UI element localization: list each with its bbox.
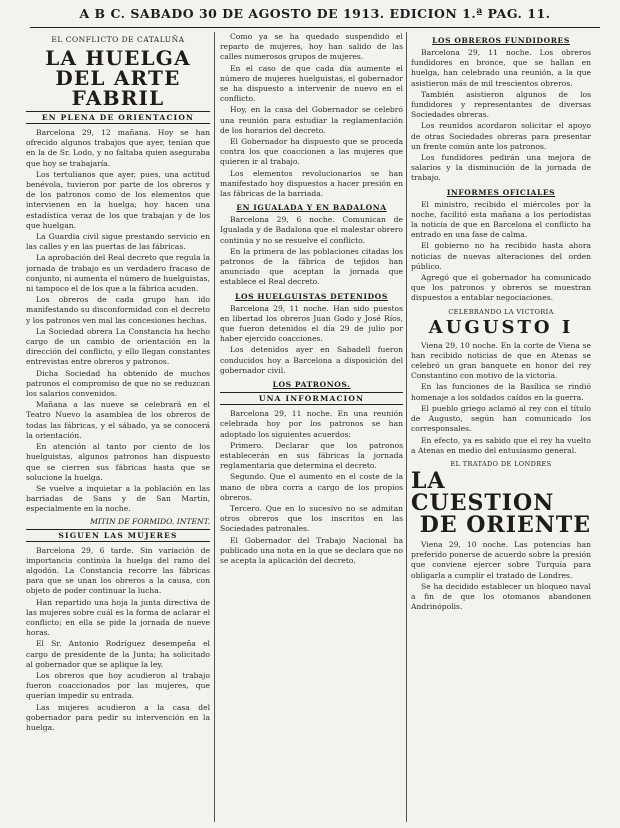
subheading: LOS HUELGUISTAS DETENIDOS xyxy=(235,291,388,301)
article-paragraph: La aprobación del Real decreto que regula la jornada de trabajo es un verdadero fracaso de conjunto, ni aumenta el número de huelguistas, ni tampoco el de los que a la fábrica acuden. xyxy=(26,253,210,294)
section-head: CELEBRANDO LA VICTORIA xyxy=(448,307,554,316)
article-paragraph: El gobierno no ha recibido hasta ahora noticias de nuevas alteraciones del orden público. xyxy=(411,241,591,271)
article-paragraph: Viena 29, 10 noche. En la corte de Viena se han recibido noticias de que en Atenas se celebró un gran banquete en honor del rey Constantino con motivo de la victoria. xyxy=(411,340,591,381)
article-paragraph: Se vuelve a inquietar a la población en las barriadas de Sans y de San Martín, especialmente en la noche. xyxy=(26,483,210,514)
headline-line-2: DEL ARTE FABRIL xyxy=(55,66,181,110)
headline-line-1: LA HUELGA xyxy=(45,46,191,70)
article-paragraph: Los detenidos ayer en Sabadell fueron conducidos hoy a Barcelona a disposición del gobernador civil. xyxy=(220,345,403,375)
article-paragraph: El Gobernador del Trabajo Nacional ha publicado una nota en la que se declara que no se acepta la aplicación del decreto. xyxy=(220,535,403,565)
subheading: EN IGUALADA Y EN BADALONA xyxy=(236,203,387,213)
article-paragraph: Barcelona 29, 6 noche. Comunican de Igualada y de Badalona que el malestar obrero continúa y no se resuelve el conflicto. xyxy=(220,215,403,245)
headline-line-2: DE ORIENTE xyxy=(419,511,591,538)
headline: AUGUSTO I xyxy=(428,316,574,338)
article-paragraph: El Sr. Antonio Rodríguez desempeña el cargo de presidente de la Junta; ha solicitado al gobernador que se aplique la ley. xyxy=(26,639,210,669)
article-paragraph: Han repartido una hoja la junta directiva de las mujeres sobre cuál es la forma de aclarar el conflicto; en ella se pide la jornada de nueve horas. xyxy=(26,597,210,638)
article-paragraph: Tercero. Que en lo sucesivo no se admitan otros obreros que los inscritos en las Sociedades patronales. xyxy=(220,503,403,534)
column-2 xyxy=(220,32,403,822)
article-paragraph: En atención al tanto por ciento de los huelguistas, algunos patronos han dispuesto que se cierren sus fábricas hasta que se solucione la huelga. xyxy=(26,442,210,482)
subheading: LOS PATRONOS. xyxy=(272,380,351,390)
article-paragraph: El Gobernador ha dispuesto que se proceda contra los que coaccionen a las mujeres que quieren ir al trabajo. xyxy=(220,137,403,167)
signature-line: MITIN DE FORMIDO. INTENT. xyxy=(90,516,210,526)
subheading-bar: UNA INFORMACION xyxy=(220,392,403,405)
article-paragraph: Los elementos revolucionarios se han manifestado hoy dispuestos a hacer presión en las fábricas de la barriada. xyxy=(220,168,403,199)
article-paragraph: Dicha Sociedad ha obtenido de muchos patronos el compromiso de que no se reduzcan los salarios convenidos. xyxy=(26,368,210,399)
article-paragraph: Barcelona 29, 11 noche. Han sido puestos en libertad los obreros Juan Godo y José Ríos, que fueron detenidos el día 29 de julio por haber ejercido coacciones. xyxy=(220,303,403,344)
article-paragraph: En las funciones de la Basílica se rindió homenaje a los soldados caídos en la guerra. xyxy=(411,382,591,402)
article-paragraph: Hoy, en la casa del Gobernador se celebró una reunión para estudiar la reglamentación de los horarios del decreto. xyxy=(220,105,403,135)
article-paragraph: Agregó que el gobernador ha comunicado que los patronos y obreros se muestran dispuestos a entablar negociaciones. xyxy=(411,273,591,303)
article-paragraph: En la primera de las poblaciones citadas los patronos de la fábrica de tejidos han anunciado que aceptan la jornada que establece el Real decreto. xyxy=(220,246,403,287)
article-paragraph: Barcelona 29, 11 noche. En una reunión celebrada hoy por los patronos se han adoptado los siguientes acuerdos: xyxy=(220,409,403,439)
article-paragraph: Segundo. Que el aumento en el coste de la mano de obra corra a cargo de los propios obreros. xyxy=(220,472,403,502)
masthead: A B C. SABADO 30 DE AGOSTO DE 1913. EDICION 1.ª PAG. 11. xyxy=(30,6,600,28)
subheading-bar: EN PLENA DE ORIENTACION xyxy=(26,111,210,124)
article-paragraph: El pueblo griego aclamó al rey con el título de Augusto, según han comunicado los corresponsales. xyxy=(411,403,591,434)
article-paragraph: Barcelona 29, 12 mañana. Hoy se han ofrecido algunos trabajos que ayer, tenían que en la de Sr. Lodo, y no faltaba quien aseguraba que hoy se trabajaría. xyxy=(26,128,210,168)
article-paragraph: La Sociedad obrera La Constancia ha hecho cargo de un cambio de orientación en la dirección del conflicto, y ello llegan constantes entrevistas entre obreros y patronos. xyxy=(26,326,210,367)
article-paragraph: Los tertulianos que ayer, pues, una actitud benévola, tuvieron por parte de los obreros y de los patronos como de los elementos que intervienen en la huelga; hoy hacen una estadística veraz de los que trabajan y de los que huelgan. xyxy=(26,169,210,230)
article-paragraph: Como ya se ha quedado suspendido el reparto de mujeres, hoy han salido de las calles numerosos grupos de mujeres. xyxy=(220,32,403,62)
article-paragraph: También asistieron algunos de los fundidores y representantes de diversas Sociedades obreras. xyxy=(411,89,591,120)
column-rule xyxy=(214,32,215,822)
article-paragraph: En efecto, ya es sabido que el rey ha vuelto a Atenas en medio del entusiasmo general. xyxy=(411,435,591,455)
article-paragraph: Los obreros de cada grupo han ido manifestando su disconformidad con el decreto y los patronos ven mal las concesiones hechas. xyxy=(26,295,210,325)
section-head: EL TRATADO DE LONDRES xyxy=(450,459,552,468)
article-paragraph: Se ha decidido establecer un bloqueo naval a fin de que los otomanos abandonen Andrinópolis. xyxy=(411,581,591,612)
column-1 xyxy=(26,32,210,822)
article-paragraph: Los reunidos acordaron solicitar el apoyo de otras Sociedades obreras para presentar un frente común ante los patronos. xyxy=(411,121,591,151)
article-paragraph: Los obreros que hoy acudieron al trabajo fueron coaccionados por las mujeres, que querían impedir su entrada. xyxy=(26,670,210,701)
article-paragraph: Barcelona 29, 11 noche. Los obreros fundidores en bronce, que se hallan en huelga, han celebrado una reunión, a la que asistieron más de mil trescientos obreros. xyxy=(411,48,591,88)
article-paragraph: Las mujeres acudieron a la casa del gobernador para pedir su intervención en la huelga. xyxy=(26,702,210,732)
column-3 xyxy=(411,32,591,822)
article-paragraph: En el caso de que cada día aumente el número de mujeres huelguistas, el gobernador se ha dispuesto a intervenir de nuevo en el conflicto. xyxy=(220,63,403,104)
article-paragraph: Mañana a las nueve se celebrará en el Teatro Nuevo la asamblea de los obreros de todas las fábricas, y el sábado, ya se conocerá la orientación. xyxy=(26,400,210,440)
subheading-bar: SIGUEN LAS MUJERES xyxy=(26,529,210,542)
article-paragraph: Primero. Declarar que los patronos establecerán en sus fábricas la jornada reglamentaria que determina el decreto. xyxy=(220,440,403,471)
section-head: EL CONFLICTO DE CATALUÑA xyxy=(51,35,185,44)
subheading: INFORMES OFICIALES xyxy=(446,187,556,197)
article-paragraph: El ministro, recibido el miércoles por la noche, facilitó esta mañana a los periodistas la noticia de que en Barcelona el conflicto ha entrado en una fase de calma. xyxy=(411,199,591,240)
subheading: LOS OBREROS FUNDIDORES xyxy=(432,36,570,45)
headline-line-1: LA CUESTION xyxy=(411,467,555,516)
article-paragraph: La Guardia civil sigue prestando servicio en las calles y en las puertas de las fábricas. xyxy=(26,232,210,252)
article-paragraph: Barcelona 29, 6 tarde. Sin variación de importancia continúa la huelga del ramo del algodón. La Constancia recorre las fábricas para que se unan los obreros a la causa, con objeto de poder continuar la lucha. xyxy=(26,545,210,596)
article-paragraph: Viena 29, 10 noche. Las potencias han preferido ponerse de acuerdo sobre la presión que conviene ejercer sobre Turquía para obligarla a cumplir el tratado de Londres. xyxy=(411,539,591,580)
article-paragraph: Los fundidores pedirán una mejora de salarios y la disminución de la jornada de trabajo. xyxy=(411,153,591,183)
column-rule xyxy=(406,32,407,822)
